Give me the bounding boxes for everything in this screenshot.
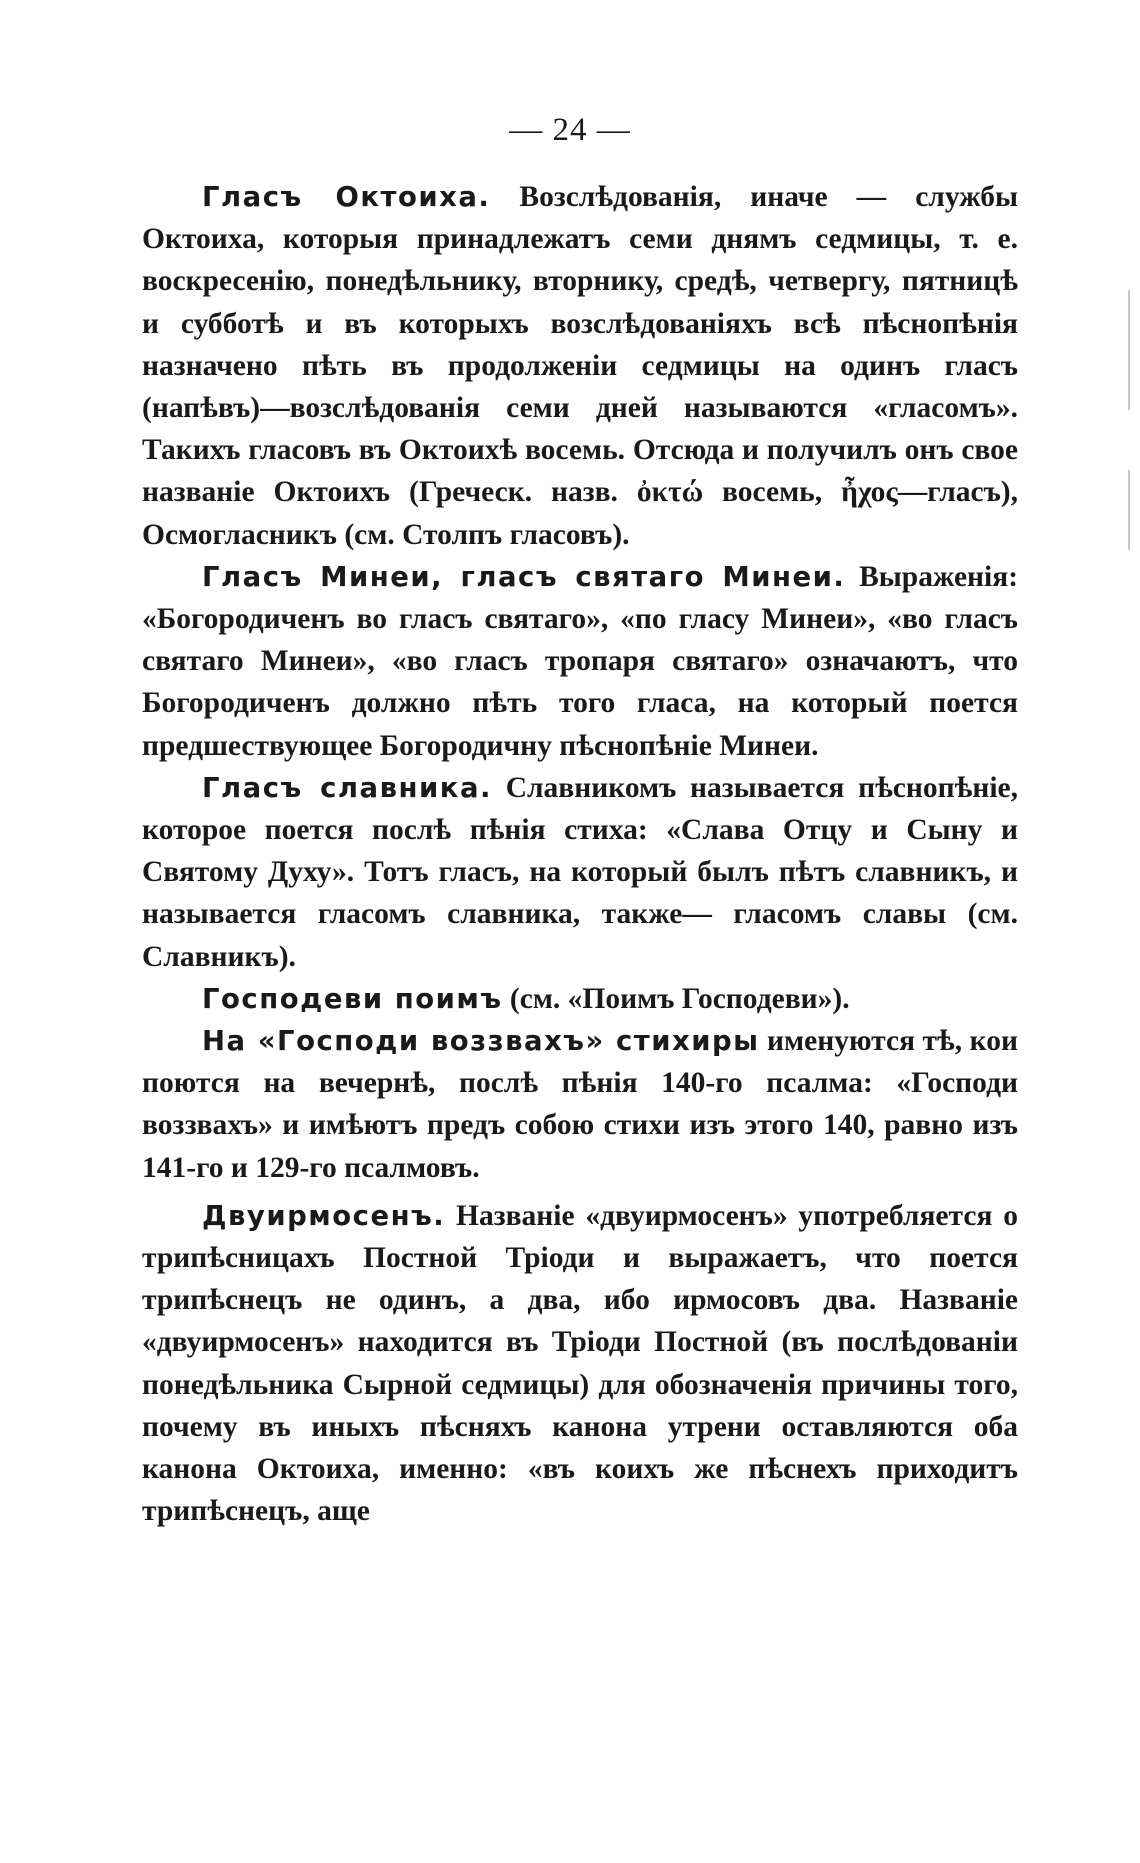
entry-term: На «Господи воззвахъ» стихиры bbox=[202, 1025, 760, 1058]
dictionary-text bbox=[142, 176, 1018, 1533]
entry-glas-slavnika bbox=[142, 767, 1018, 978]
entry-text: Возслѣдованія, иначе — службы Октоиха, которыя принадлежатъ семи днямъ седмицы, т. е. воскресенію, понедѣльнику, вторнику, средѣ, четвергу, пятницѣ и субботѣ и въ которыхъ возслѣдованіяхъ всѣ пѣснопѣнія назначено пѣть въ продолженіи седмицы на одинъ гласъ (напѣвъ)—возслѣдованія семи дней называются «гласомъ». Такихъ гласовъ въ Октоихѣ восемь. Отсюда и получилъ онъ свое названіе Октоихъ (Греческ. назв. ὀκτώ восемь, ἦχος—гласъ), Осмогласникъ (см. Столпъ гласовъ). bbox=[142, 181, 1019, 551]
page-number: — 24 — bbox=[509, 112, 631, 148]
entry-term: Гласъ Минеи, гласъ святаго Минеи. bbox=[202, 560, 846, 593]
scan-edge-mark bbox=[1128, 290, 1130, 410]
entry-text: именуются тѣ, кои поются на вечернѣ, послѣ пѣнія 140-го псалма: «Господи воззвахъ» и имѣютъ предъ собою стихи изъ этого 140, равно изъ 141-го и 129-го псалмовъ. bbox=[142, 1025, 1018, 1184]
entry-text: Славникомъ называется пѣснопѣніе, которое поется послѣ пѣнія стиха: «Слава Отцу и Сыну и Святому Духу». Тотъ гласъ, на который былъ пѣтъ славникъ, и называется гласомъ славника, также— гласомъ славы (см. Славникъ). bbox=[142, 771, 1018, 973]
scan-edge-mark bbox=[1128, 470, 1130, 550]
entry-term: Гласъ славника. bbox=[202, 771, 492, 804]
entry-glas-minei bbox=[142, 556, 1018, 767]
entry-term: Двуирмосенъ. bbox=[202, 1199, 446, 1232]
entry-term: Гласъ Октоиха. bbox=[202, 181, 491, 213]
entry-text: Выраженія: «Богородиченъ во гласъ святаго», «по гласу Минеи», «во гласъ святаго Минеи», «во гласъ тропаря святаго» означаютъ, что Богородиченъ должно пѣть того гласа, на который поется предшествующее Богородичну пѣснопѣніе Минеи. bbox=[142, 560, 1019, 762]
entry-dvuirmosen bbox=[142, 1195, 1018, 1533]
entry-gospodi-vozzvakh bbox=[142, 1020, 1018, 1189]
entry-text: (см. «Поимъ Господеви»). bbox=[502, 982, 850, 1015]
entry-term: Господеви поимъ bbox=[202, 982, 503, 1015]
entry-text: Названіе «двуирмосенъ» употребляется о трипѣсницахъ Постной Тріоди и выражаетъ, что поется трипѣснецъ не одинъ, а два, ибо ирмосовъ два. Названіе «двуирмосенъ» находится въ Тріоди Постной (въ послѣдованіи понедѣльника Сырной седмицы) для обозначенія причины того, почему въ иныхъ пѣсняхъ канона утрени оставляются оба канона Октоиха, именно: «въ коихъ же пѣснехъ приходитъ трипѣснецъ, аще bbox=[142, 1199, 1018, 1528]
entry-glas-oktoikha bbox=[142, 176, 1018, 556]
entry-gospodevi-poim bbox=[142, 978, 1018, 1020]
